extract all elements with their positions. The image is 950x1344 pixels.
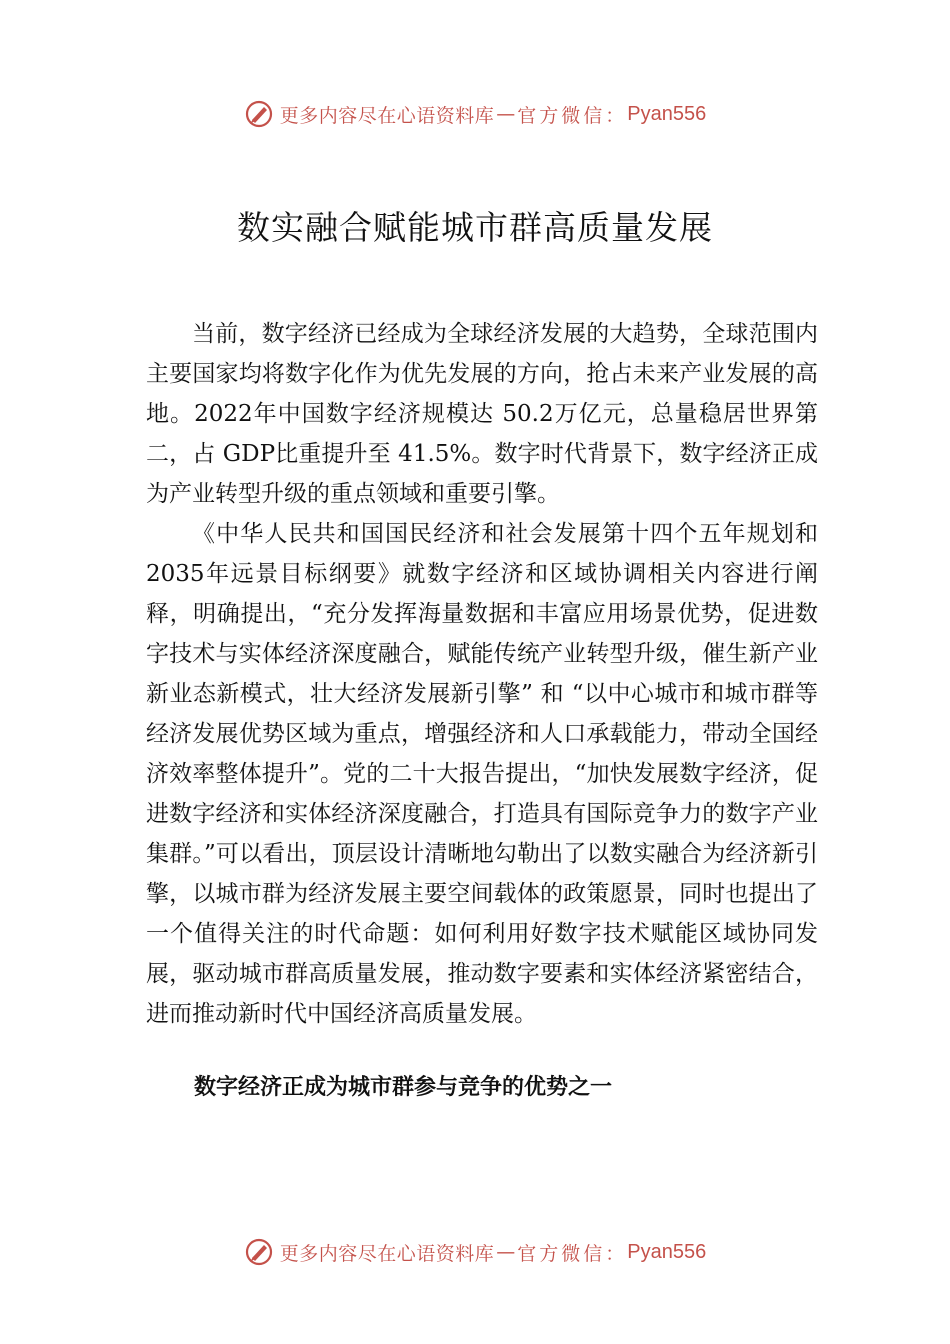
banner-wechat-id: Pyan556 bbox=[627, 1240, 707, 1263]
banner-wechat-id: Pyan556 bbox=[627, 102, 707, 125]
banner-wechat-label: 官方微信： bbox=[517, 1242, 628, 1265]
section-heading: 数字经济正成为城市群参与竞争的优势之一 bbox=[194, 1075, 613, 1100]
header-banner bbox=[0, 94, 950, 134]
paragraph: 当前，数字经济已经成为全球经济发展的大趋势，全球范围内主要国家均将数字化作为优先发展的方向，抢占未来产业发展的高地。2022年中国数字经济规模达 50.2万亿元，总量稳居世界第二，占 GDP比重提升至 41.5%。数字时代背景下，数字经济正成为产业转型升级的重点领域和重要引擎。 bbox=[146, 321, 818, 507]
banner-text: 更多内容尽在心语资料库 bbox=[279, 1242, 495, 1265]
banner-separator: — bbox=[496, 103, 516, 125]
paragraph: 《中华人民共和国国民经济和社会发展第十四个五年规划和 2035年远景目标纲要》就数字经济和区域协调相关内容进行阐释，明确提出，“充分发挥海量数据和丰富应用场景优势，促进数字技术与实体经济深度融合，赋能传统产业转型升级，催生新产业新业态新模式，壮大经济发展新引擎” 和 “以中心城市和城市群等经济发展优势区域为重点，增强经济和人口承载能力，带动全国经济效率整体提升”。党的二十大报告提出，“加快发展数字经济，促进数字经济和实体经济深度融合，打造具有国际竞争力的数字产业集群。”可以看出，顶层设计清晰地勾勒出了以数实融合为经济新引擎，以城市群为经济发展主要空间载体的政策愿景，同时也提出了一个值得关注的时代命题：如何利用好数字技术赋能区域协同发展，驱动城市群高质量发展，推动数字要素和实体经济紧密结合，进而推动新时代中国经济高质量发展。 bbox=[146, 521, 818, 1027]
banner-separator: — bbox=[496, 1241, 516, 1263]
footer-banner bbox=[0, 1232, 950, 1272]
pen-seal-icon bbox=[244, 1237, 274, 1267]
banner-wechat-label: 官方微信： bbox=[517, 104, 628, 127]
article-body bbox=[146, 314, 818, 1034]
page-title: 数实融合赋能城市群高质量发展 bbox=[237, 208, 713, 247]
banner-text: 更多内容尽在心语资料库 bbox=[279, 104, 495, 127]
pen-seal-icon bbox=[244, 99, 274, 129]
